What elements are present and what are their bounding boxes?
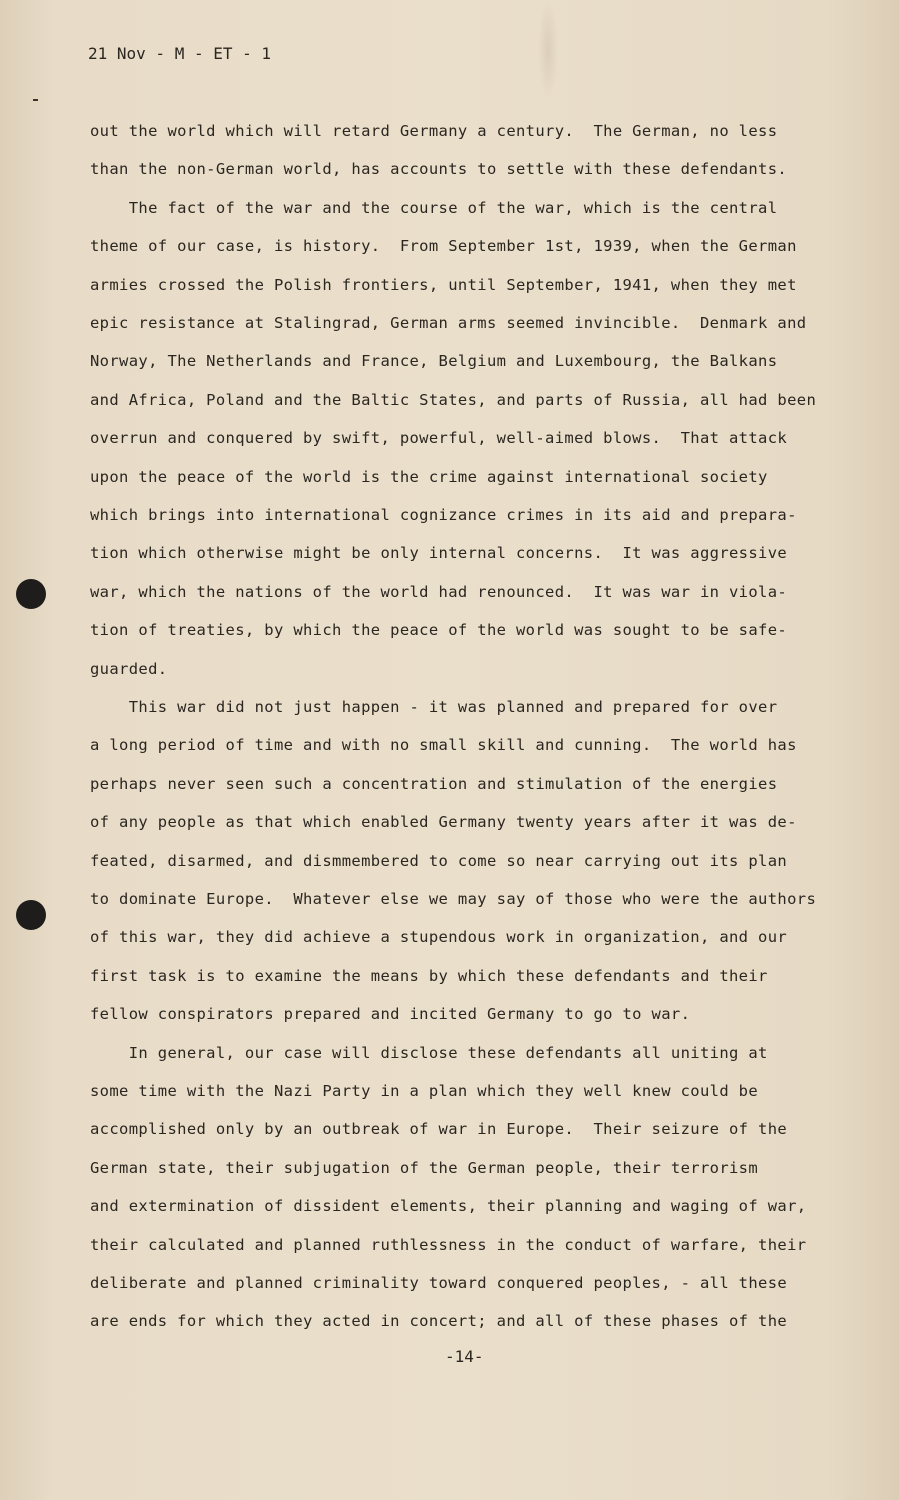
text-line: tion of treaties, by which the peace of the world was sought to be safe-	[90, 621, 788, 639]
text-line: to dominate Europe. Whatever else we may say of those who were the authors	[90, 890, 817, 908]
text-line: The fact of the war and the course of the war, which is the central	[90, 199, 778, 217]
text-line: are ends for which they acted in concert; and all of these phases of the	[90, 1312, 788, 1330]
text-line: guarded.	[90, 660, 168, 678]
text-line: deliberate and planned criminality toward conquered peoples, - all these	[90, 1274, 788, 1292]
text-line: armies crossed the Polish frontiers, until September, 1941, when they met	[90, 276, 797, 294]
text-line: and extermination of dissident elements, their planning and waging of war,	[90, 1197, 807, 1215]
text-line: epic resistance at Stalingrad, German arms seemed invincible. Denmark and	[90, 314, 807, 332]
text-line: of any people as that which enabled Germany twenty years after it was de-	[90, 813, 797, 831]
page-header: 21 Nov - M - ET - 1	[88, 44, 272, 63]
text-line: German state, their subjugation of the German people, their terrorism	[90, 1159, 759, 1177]
text-line: In general, our case will disclose these defendants all uniting at	[90, 1044, 768, 1062]
text-line: Norway, The Netherlands and France, Belgium and Luxembourg, the Balkans	[90, 352, 778, 370]
text-line: This war did not just happen - it was planned and prepared for over	[90, 698, 778, 716]
text-line: war, which the nations of the world had renounced. It was war in viola-	[90, 583, 788, 601]
text-line: some time with the Nazi Party in a plan which they well knew could be	[90, 1082, 759, 1100]
text-line: upon the peace of the world is the crime against international society	[90, 468, 768, 486]
text-line: which brings into international cognizance crimes in its aid and prepara-	[90, 506, 797, 524]
text-line: feated, disarmed, and dismmembered to come so near carrying out its plan	[90, 852, 788, 870]
text-line: overrun and conquered by swift, powerful, well-aimed blows. That attack	[90, 429, 788, 447]
punch-hole-bottom	[16, 900, 46, 930]
text-line: of this war, they did achieve a stupendous work in organization, and our	[90, 928, 788, 946]
text-line: fellow conspirators prepared and incited Germany to go to war.	[90, 1005, 691, 1023]
page-number: -14-	[445, 1347, 484, 1366]
paper-smudge	[538, 0, 558, 100]
text-line: their calculated and planned ruthlessness in the conduct of warfare, their	[90, 1236, 807, 1254]
margin-mark	[33, 99, 38, 101]
text-line: theme of our case, is history. From September 1st, 1939, when the German	[90, 237, 797, 255]
text-line: out the world which will retard Germany a century. The German, no less	[90, 122, 778, 140]
punch-hole-top	[16, 579, 46, 609]
text-line: perhaps never seen such a concentration and stimulation of the energies	[90, 775, 778, 793]
text-line: accomplished only by an outbreak of war in Europe. Their seizure of the	[90, 1120, 788, 1138]
text-line: tion which otherwise might be only internal concerns. It was aggressive	[90, 544, 788, 562]
text-line: and Africa, Poland and the Baltic States, and parts of Russia, all had been	[90, 391, 817, 409]
text-line: a long period of time and with no small skill and cunning. The world has	[90, 736, 797, 754]
text-line: first task is to examine the means by which these defendants and their	[90, 967, 768, 985]
text-line: than the non-German world, has accounts to settle with these defendants.	[90, 160, 788, 178]
